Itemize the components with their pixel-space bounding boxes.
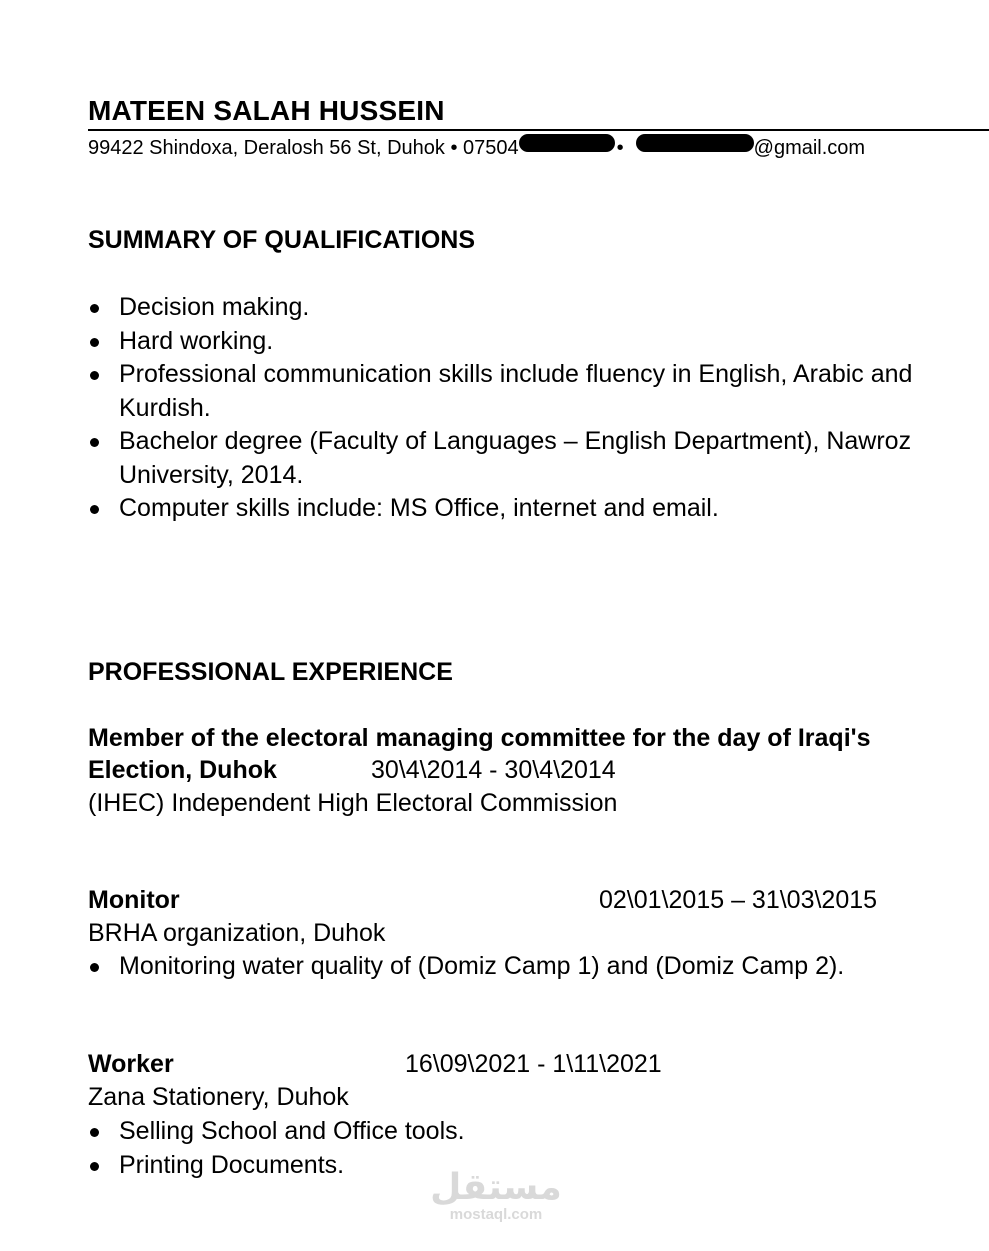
contact-separator: •: [616, 137, 624, 159]
mostaql-watermark: [426, 1167, 566, 1224]
list-item: Hard working.: [88, 325, 978, 359]
contact-email-suffix: @gmail.com: [753, 137, 866, 159]
job-organization: Zana Stationery, Duhok: [88, 1083, 349, 1111]
job-organization: (IHEC) Independent High Electoral Commission: [88, 789, 618, 817]
watermark-latin: mostaql.com: [449, 1206, 543, 1223]
list-item: Computer skills include: MS Office, internet and email.: [88, 492, 978, 526]
list-item: Decision making.: [88, 291, 978, 325]
list-item: Selling School and Office tools.: [88, 1115, 978, 1149]
experience-heading: PROFESSIONAL EXPERIENCE: [88, 658, 453, 686]
header-rule: [88, 129, 989, 131]
list-item: Monitoring water quality of (Domiz Camp 1) and (Domiz Camp 2).: [88, 950, 978, 984]
summary-list: [88, 291, 978, 526]
job-dates: 02\01\2015 – 31\03\2015: [599, 886, 878, 914]
job-title-continued: Election, Duhok: [88, 756, 277, 784]
contact-address: 99422 Shindoxa, Deralosh 56 St, Duhok • 07504: [88, 137, 519, 159]
redaction-email: [636, 134, 754, 152]
job-dates: 30\4\2014 - 30\4\2014: [371, 756, 616, 784]
job-title: Member of the electoral managing committee for the day of Iraqi's: [88, 724, 871, 752]
job-title: Worker: [88, 1050, 174, 1078]
job-organization: BRHA organization, Duhok: [88, 919, 386, 947]
job-dates: 16\09\2021 - 1\11\2021: [405, 1050, 662, 1078]
list-item: Professional communication skills include fluency in English, Arabic and Kurdish.: [88, 358, 978, 425]
list-item: Bachelor degree (Faculty of Languages – English Department), Nawroz University, 2014.: [88, 425, 978, 492]
job-duties: [88, 950, 978, 984]
job-title: Monitor: [88, 886, 180, 914]
watermark-arabic: مستقل: [430, 1167, 562, 1208]
list-item: Printing Documents.: [88, 1149, 978, 1183]
redaction-phone: [519, 134, 615, 152]
summary-heading: SUMMARY OF QUALIFICATIONS: [88, 226, 476, 254]
contact-line: [88, 134, 865, 162]
candidate-name: MATEEN SALAH HUSSEIN: [88, 95, 445, 126]
